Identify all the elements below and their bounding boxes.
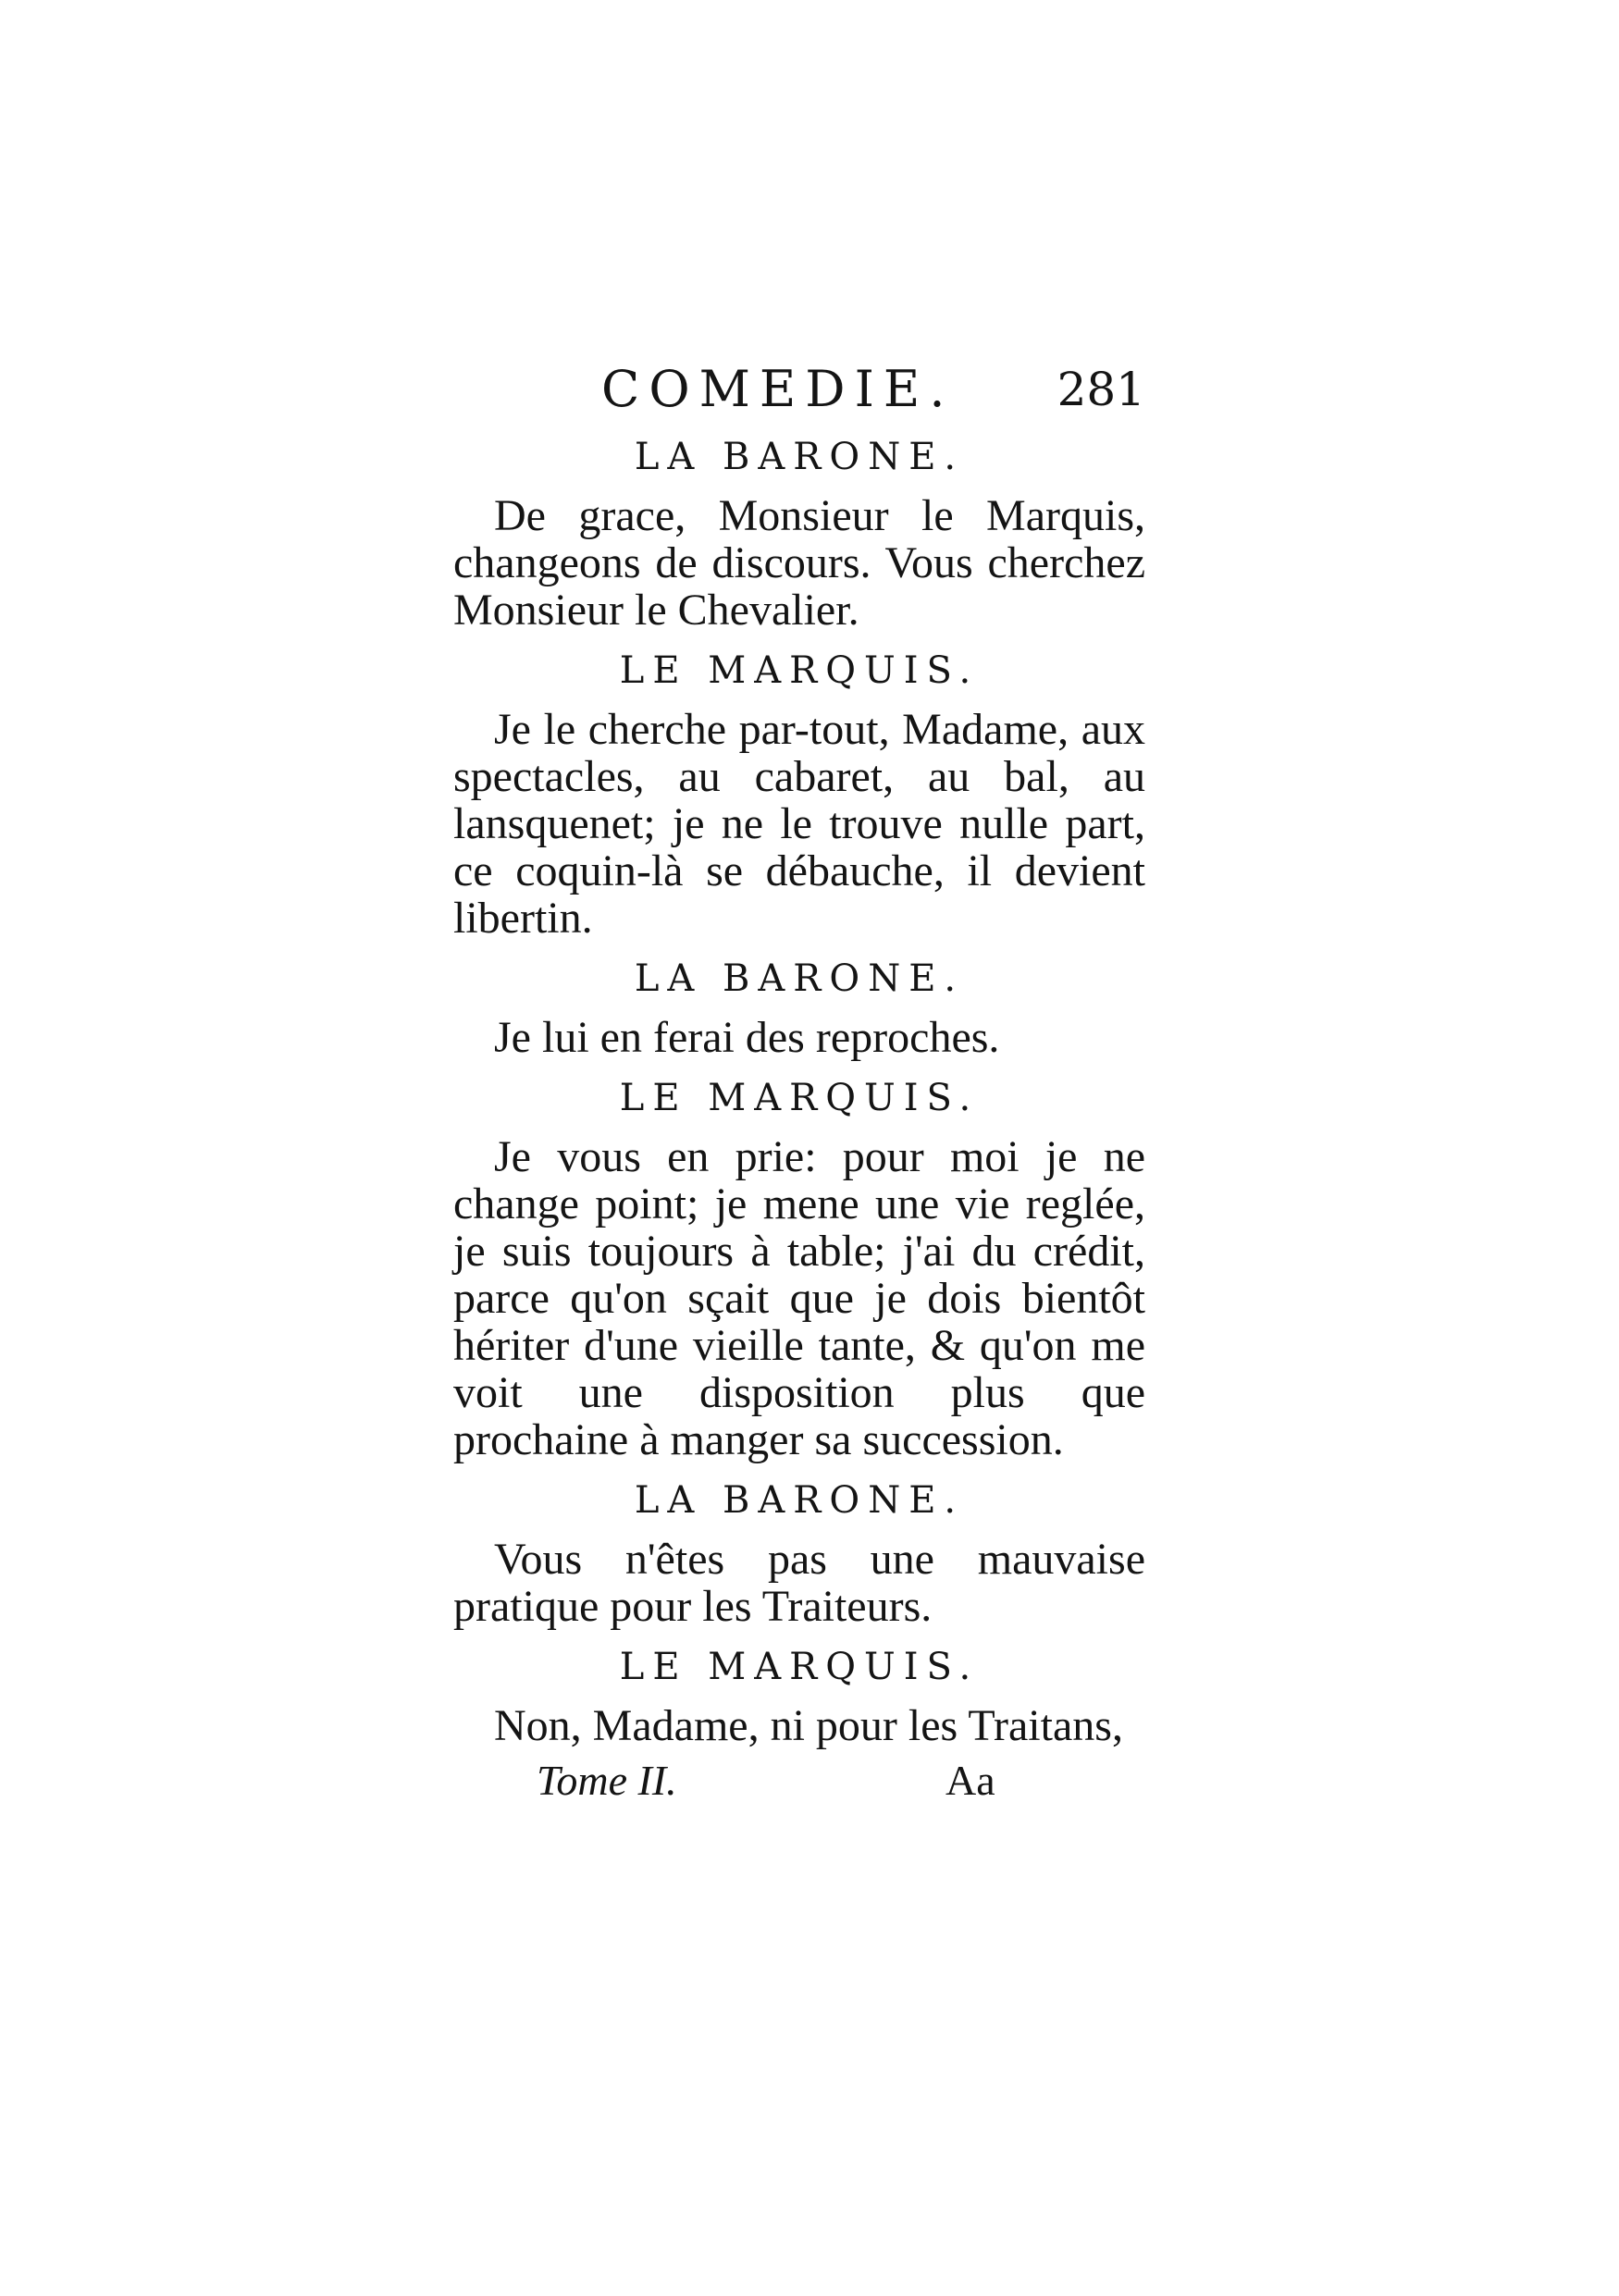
- volume-label: Tome II.: [537, 1757, 677, 1804]
- signature-mark: Aa: [945, 1757, 995, 1804]
- page-number: 281: [1057, 363, 1145, 416]
- speech-text: Je vous en prie: pour moi je ne change point; je mene une vie reglée, je suis toujours à table; j'ai du crédit, parce qu'on sçait que je dois bientôt hériter d'une vieille tante, & qu'on me voit une disposition plus que prochaine à manger sa succession.: [453, 1132, 1145, 1464]
- speaker-name: LE MARQUIS.: [619, 1646, 980, 1688]
- speech-text: Je le cherche par-tout, Madame, aux spectacles, au cabaret, au bal, au lansquenet; je ne le trouve nulle part, ce coquin-là se débauche, il devient libertin.: [453, 705, 1145, 943]
- speaker-name: LE MARQUIS.: [619, 649, 980, 692]
- running-head: [453, 359, 1145, 420]
- speaker-name: LA BARONE.: [634, 436, 965, 478]
- speech-text: Non, Madame, ni pour les Traitans,: [494, 1701, 1123, 1750]
- page-footer: [453, 1755, 1145, 1810]
- speech-text: De grace, Monsieur le Marquis, changeons de discours. Vous cherchez Monsieur le Chevalier.: [453, 491, 1145, 635]
- text-column: [453, 359, 1145, 1810]
- speaker-name: LE MARQUIS.: [619, 1077, 980, 1119]
- speaker-name: LA BARONE.: [634, 957, 965, 1000]
- running-title: COMEDIE.: [601, 360, 955, 418]
- speaker-name: LA BARONE.: [634, 1479, 965, 1522]
- speech-text: Je lui en ferai des reproches.: [494, 1013, 1000, 1062]
- speech-text: Vous n'êtes pas une mauvaise pratique pour les Traiteurs.: [453, 1535, 1145, 1631]
